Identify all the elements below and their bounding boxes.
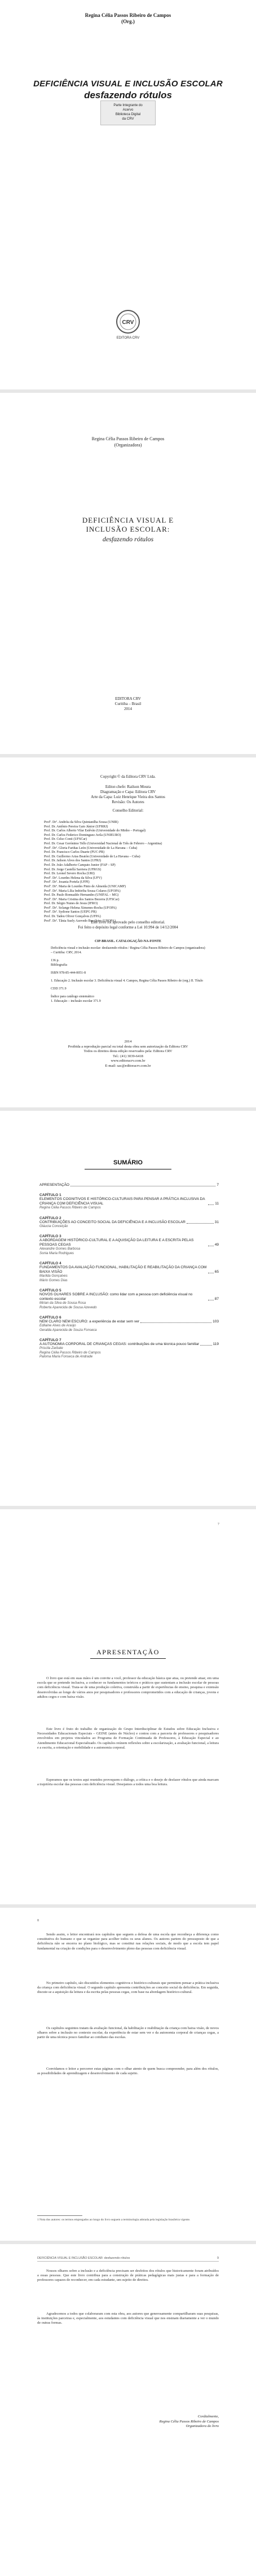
title-page [0, 393, 256, 754]
summary-entry-title: NOVOS OLHARES SOBRE A INCLUSÃO: como lidar com a pessoa com deficiência visual no contexto escolar [39, 1293, 193, 1301]
council-member: Prof. Dr. Cesar Gerónimo Tello (Universidad Nacional de Três de Febrero – Argentina) [44, 842, 162, 845]
council-member: Prof. Dr. Carlos Alberto Vilar Estêvão (Universidade do Minho – Portugal) [44, 829, 146, 833]
summary-chapter-label: CAPÍTULO 1 [39, 1193, 61, 1197]
crv-logo-text: CRV [122, 319, 134, 326]
imprint-line: Tel.: (41) 3039-6418 [113, 1054, 143, 1058]
content-page-8 [0, 1908, 256, 2241]
council-member: Prof. Dr. Celso Conti (UFSCar) [44, 838, 87, 842]
editorial-council-list [44, 821, 213, 923]
summary-authors: Gláucia Conceição [39, 1224, 68, 1228]
summary-chapter-label: CAPÍTULO 3 [39, 1234, 61, 1238]
summary-page-number: 119 [213, 1342, 219, 1346]
summary-page-number: 87 [214, 1297, 219, 1301]
council-member: Profª. Drª. Solange Helena Ximenes-Rocha (UFOPA) [44, 906, 117, 910]
signature-name: Regina Célia Passos Ribeiro de Campos [159, 2419, 219, 2424]
summary-entry-line [39, 1183, 219, 1188]
signature-block [37, 2415, 219, 2429]
summary-authors: Marilda Gonçalves Mário Gomes Dias [39, 1274, 68, 1282]
catalog-biblio: Bibliografia [51, 963, 67, 967]
body-paragraph: Os capítulos seguintes tratam da avaliação funcional, da habilitação e reabilitação da criança com baixa visão, de novos olhares sobre a inclusão no contexto escolar, da experiência de estar sem ver e da autonomia corporal de crianças cegas, a partir de uma técnica pouco familiar ao cotidiano das escolas. [37, 2026, 219, 2040]
council-member: Profª. Drª. Maria Lília Imbiriba Sousa Colares (UFOPA) [44, 889, 121, 893]
presentation-paragraph: O livro que está em suas mãos é um convite a você, professor da educação básica que atua, ou pretende atuar, em uma escola que se pretende inclusiva, a conhecer os fundamentos teóricos e práticos que sustentam a inclusão escolar de pessoas com deficiência visual. Trata-se de uma produção coletiva, construída a partir de experiências de ensino, pesquisa e extensão desenvolvidas ao longo de vários anos por pesquisadores e professores comprometidos com a educação de crianças, jovens e adultos cegos e com baixa visão. [37, 1676, 219, 1699]
catalog-isbn: ISBN 978-85-444-0051-8 [51, 971, 86, 975]
imprint-line: E-mail: sac@editoracrv.com.br [105, 1063, 151, 1068]
running-header [37, 2257, 219, 2262]
credit-line: Revisão: Os Autores [112, 800, 144, 804]
summary-page [0, 1111, 256, 1506]
council-member: Prof. Dr. Carlos Federico Dominguez Avila (UNIEURO) [44, 833, 121, 837]
council-member: Prof. Dr. Guillermo Arias Beatón (Universidade de La Havana – Cuba) [44, 855, 140, 858]
title-page-title-line1: DEFICIÊNCIA VISUAL E [82, 516, 174, 524]
summary-page-number: 31 [214, 1220, 219, 1224]
council-member: Profª. Drª. Tânia Suely Azevedo Brasileiro (UFOPA) [44, 919, 116, 923]
cover-title-line2: desfazendo rótulos [84, 90, 172, 100]
library-stamp [100, 100, 156, 125]
summary-entry-line [39, 1197, 219, 1206]
summary-list [39, 1183, 219, 1365]
summary-entry-line [39, 1320, 219, 1324]
body-paragraph: Nossos olhares sobre a inclusão e a deficiência precisam ser desfeitos dos rótulos que historicamente foram atribuídos a essas pessoas. Que este livro contribua para a construção de práticas pedagógicas mais justas e para a formação de professores capazes de reconhecer, em cada estudante, um sujeito de direitos. [37, 2269, 219, 2283]
cover-title [0, 79, 256, 101]
summary-title: SUMÁRIO [113, 1159, 143, 1166]
summary-leader-dots [140, 1322, 211, 1323]
copyright-line: Copyright © da Editora CRV Ltda. [100, 774, 156, 779]
council-heading: Conselho Editorial: [112, 808, 144, 813]
summary-entry-title: NEM CLARO NEM ESCURO: a experiência de estar sem ver [39, 1320, 139, 1324]
credit-line: Diagramação e Capa: Editora CRV [100, 790, 156, 794]
council-member: Profª. Drª. Lourdes Helena da Silva (UFV) [44, 876, 102, 880]
signature-role: Organizadora do livro [186, 2424, 219, 2428]
summary-entry-title: CONTRIBUIÇÕES AO CONCEITO SOCIAL DA DEFICIÊNCIA E A INCLUSÃO ESCOLAR [39, 1220, 186, 1224]
catalog-index-title: Índice para catálogo sistemático [51, 995, 95, 998]
imprint-line: Todos os direitos desta edição reservados pela: Editora CRV [83, 1049, 173, 1053]
catalog-title: CIP-BRASIL. CATALOGAÇÃO-NA-FONTE [94, 940, 162, 943]
council-member: Profª. Drª. Gloria Fariñas León (Universidade de La Havana – Cuba) [44, 846, 138, 850]
body-paragraph: No primeiro capítulo, são discutidos elementos cognitivos e histórico-culturais que permitem pensar a prática inclusiva da criança com deficiência visual. O segundo capítulo apresenta contribuições ao conceito social da deficiência. Em seguida, discute-se a aquisição da leitura e da escrita pelas pessoas cegas, com base na abordagem histórico-cultural. [37, 1981, 219, 1995]
title-page-publisher-block [0, 696, 256, 712]
catalog-card [51, 939, 205, 1004]
summary-entry-title: A ABORDAGEM HISTÓRICO-CULTURAL E A AQUISIÇÃO DA LEITURA E A ESCRITA PELAS PESSOAS CEGAS [39, 1238, 194, 1247]
presentation-paragraph: Esperamos que os textos aqui reunidos provoquem o diálogo, a crítica e o desejo de desfazer rótulos que ainda marcam a trajetória escolar das pessoas com deficiência visual. Desejamos a todos uma boa leitura. [37, 1778, 219, 1787]
summary-entry-title: APRESENTAÇÃO [39, 1183, 69, 1187]
imprint-year: 2014 [124, 1040, 132, 1044]
summary-entry-line [39, 1265, 219, 1274]
title-page-year: 2014 [124, 707, 132, 711]
imprint-block [0, 1040, 256, 1068]
summary-authors: Mirian da Silva de Sousa Rosa Roberta Aparecida de Sousa Azevedo [39, 1302, 97, 1309]
credits-page [0, 757, 256, 1107]
body-paragraph: Agradecemos a todos que colaboraram com esta obra, aos autores que generosamente compartilharam suas pesquisas, às instituições parceiras e, especialmente, aos estudantes com deficiência visual que nos ensinam diariamente a ver o mundo de outras formas. [37, 2312, 219, 2325]
imprint-line: Proibida a reprodução parcial ou total desta obra sem autorização da Editora CRV [68, 1044, 188, 1049]
council-member: Prof. Dr. Jorge Castellá Sarriera (UFRGS) [44, 868, 101, 871]
summary-page-number: 11 [215, 1202, 219, 1206]
summary-chapter-label: CAPÍTULO 6 [39, 1316, 61, 1320]
title-page-organizer [0, 436, 256, 448]
council-member: Profª. Drª. Maria de Lourdes Pinto de Almeida (UNICAMP) [44, 884, 126, 888]
page-number: 7 [218, 1523, 219, 1526]
council-member: Prof. Dr. Sérgio Nunes de Jesus (IFRO) [44, 902, 98, 906]
summary-item[interactable] [39, 1216, 219, 1229]
content-page-9 [0, 2244, 256, 2576]
presentation-page [0, 1509, 256, 1904]
closing-text: Cordialmente, [197, 2415, 219, 2419]
summary-entry-title: ELEMENTOS COGNITIVOS E HISTÓRICO-CULTURAIS PARA PENSAR A PRÁTICA INCLUSIVA DA CRIANÇA COM DEFICIÊNCIA VISUAL [39, 1197, 205, 1206]
summary-leader-dots [200, 1345, 211, 1346]
summary-entry-line [39, 1220, 219, 1225]
summary-page-number: 49 [214, 1243, 219, 1247]
council-member: Prof. Dr. Jailson Alves dos Santos (UFRJ) [44, 859, 101, 863]
stamp-line: Parte Integrante do [113, 104, 143, 107]
summary-item[interactable] [39, 1193, 219, 1211]
imprint-line: www.editoracrv.com.br [111, 1059, 145, 1063]
catalog-pages: 136 p. [51, 959, 59, 962]
summary-authors: Priscila Zarbate Regina Célia Passos Ribeiro de Campos Paloma Maria Fonseca de Andrade [39, 1347, 101, 1359]
running-header-title: DEFICIÊNCIA VISUAL E INCLUSÃO ESCOLAR: desfazendo rótulos [37, 2257, 130, 2260]
summary-item[interactable] [39, 1261, 219, 1283]
title-page-organizer-role: (Organizadora) [114, 443, 142, 448]
summary-authors: Alexandre Gomes Barbosa Sonia Maria Rodrigues [39, 1247, 81, 1255]
council-member: Prof. Dr. João Adalberto Campato Junior (FAP – SP) [44, 863, 116, 867]
stamp-line: Biblioteca Digital [115, 113, 141, 116]
summary-chapter-label: CAPÍTULO 2 [39, 1216, 61, 1220]
catalog-index-entry: 1. Educação – inclusão escolar 371.9 [51, 1000, 101, 1003]
presentation-title: APRESENTAÇÃO [96, 1648, 160, 1656]
summary-entry-title: A AUTONOMIA CORPORAL DE CRIANÇAS CEGAS: contribuições de uma técnica pouco familiar [39, 1342, 200, 1346]
summary-entry-line [39, 1342, 219, 1347]
peer-review-note: Este livro foi aprovado pelo conselho editorial. [91, 920, 165, 925]
summary-item[interactable] [39, 1289, 219, 1310]
footnote: 1 Nota dos autores: os termos empregados ao longo do livro seguem a terminologia adotada pela legislação brasileira vigente. [37, 2218, 191, 2222]
page-number: 9 [217, 2257, 219, 2260]
cover-page [0, 0, 256, 389]
title-page-title-line2: INCLUSÃO ESCOLAR: [86, 525, 170, 533]
council-member: Prof. Dr. Antônio Pereira Gaio Júnior (UFRRJ) [44, 825, 108, 829]
summary-leader-dots [187, 1223, 214, 1224]
title-page-organizer-name: Regina Célia Passos Ribeiro de Campos [91, 436, 165, 441]
summary-chapter-label: CAPÍTULO 5 [39, 1289, 61, 1293]
summary-entry-title: FUNDAMENTOS DA AVALIAÇÃO FUNCIONAL, HABILITAÇÃO E REABILITAÇÃO DA CRIANÇA COM BAIXA VISÃO [39, 1265, 207, 1274]
footnote-rule [37, 2215, 82, 2216]
summary-item[interactable] [39, 1338, 219, 1360]
cover-organizer [0, 12, 256, 25]
cover-publisher: EDITORA CRV [116, 336, 140, 340]
summary-chapter-label: CAPÍTULO 4 [39, 1261, 61, 1265]
crv-logo-icon [116, 309, 140, 334]
credit-line: Editor-chefe: Railson Moura [105, 785, 151, 789]
council-member: Prof. Dr. Tadeu Oliver Gonçalves (UFPA) [44, 915, 101, 919]
council-member: Profª. Drª. Andréia da Silva Quintanilha Sousa (UNIR) [44, 821, 118, 824]
summary-page-number: 65 [214, 1270, 219, 1274]
summary-item[interactable] [39, 1234, 219, 1256]
council-member: Profª. Drª. Sydione Santos (UEPG PR) [44, 910, 97, 914]
page-number: 8 [37, 1919, 39, 1922]
title-page-city: Curitiba – Brasil [114, 702, 142, 706]
presentation-rule [90, 1658, 166, 1659]
title-page-title [0, 516, 256, 534]
summary-entry-line [39, 1293, 219, 1302]
cover-title-line1: DEFICIÊNCIA VISUAL E INCLUSÃO ESCOLAR [33, 79, 223, 89]
summary-page-number: 7 [217, 1183, 219, 1187]
title-page-subtitle: desfazendo rótulos [102, 535, 154, 543]
catalog-entry: Deficiência visual e inclusão escolar: desfazendo rótulos / Regina Célia Passos Ribeiro de Campos (organizadora) – Curitiba: CRV, 2014. [51, 947, 205, 954]
summary-item[interactable] [39, 1183, 219, 1188]
council-member: Profª. Drª. Josania Portela (UFPI) [44, 880, 90, 884]
stamp-line: da CRV [122, 117, 134, 121]
body-paragraph: Sendo assim, o leitor encontrará nos capítulos que seguem a defesa de uma escola que reconheça a diferença como constitutiva do humano e que se organize para acolher todos os seus alunos. Os autores partem do pressuposto de que a deficiência não se encerra no plano biológico, mas se constitui nas relações sociais, de modo que a escola tem papel fundamental na criação de condições para o desenvolvimento pleno das pessoas com deficiência visual. [37, 1933, 219, 1951]
council-member: Prof. Dr. Leonel Severo Rocha (URI) [44, 872, 95, 876]
cover-organizer-name: Regina Célia Passos Ribeiro de Campos [85, 12, 171, 18]
presentation-paragraph: Este livro é fruto do trabalho de organização do Grupo Interdisciplinar de Estudos sobre Educação Inclusiva e Necessidades Educacionais Especiais – GEINE (antes do Núcleo) e contou com a parceria de professores e pesquisadores envolvidos em projetos vinculados ao Programa de Formação Continuada de Professores, à Educação Especial e ao Atendimento Educacional Especializado. Os capítulos reúnem reflexões sobre a escolarização, a avaliação funcional, a leitura e a escrita, a orientação e mobilidade e a autonomia corporal. [37, 1727, 219, 1750]
title-page-publisher: EDITORA CRV [115, 696, 141, 701]
credit-line: Arte da Capa: Luiz Henrique Vieira dos Santos [91, 795, 165, 799]
summary-authors: Edilaine Alves de Araújo Geralda Aparecida de Souza Fonseca [39, 1324, 97, 1332]
summary-item[interactable] [39, 1316, 219, 1333]
summary-chapter-label: CAPÍTULO 7 [39, 1338, 61, 1342]
summary-authors: Regina Célia Passos Ribeiro de Campos [39, 1206, 101, 1210]
catalog-subjects: 1. Educação 2. Inclusão escolar 3. Deficiência visual 4. Campos, Regina Célia Passos Ribeiro de (org.) II. Título [51, 979, 204, 983]
summary-leader-dots [208, 1204, 214, 1205]
catalog-cdd: CDD 371.9 [51, 987, 67, 991]
council-member: Profª. Drª. Maria Cristina dos Santos Bezerra (UFSCar) [44, 897, 120, 901]
council-member: Prof. Dr. Paulo Romualdo Hernandes (UNIFAL – MG) [44, 893, 119, 897]
summary-page-number: 103 [213, 1320, 219, 1324]
stamp-line: Acervo [122, 108, 134, 112]
cover-organizer-role: (Org.) [121, 19, 135, 24]
legal-deposit-note: Foi feito o depósito legal conforme a Lei 10.994 de 14/12/2004 [78, 925, 178, 930]
summary-entry-line [39, 1238, 219, 1247]
body-paragraph: Convidamos o leitor a percorrer estas páginas com o olhar atento de quem busca compreender, para além dos rótulos, as possibilidades de aprendizagem e desenvolvimento de cada sujeito. [37, 2067, 219, 2076]
council-member: Prof. Dr. Francisco Carlos Duarte (PUC-PR) [44, 851, 105, 855]
